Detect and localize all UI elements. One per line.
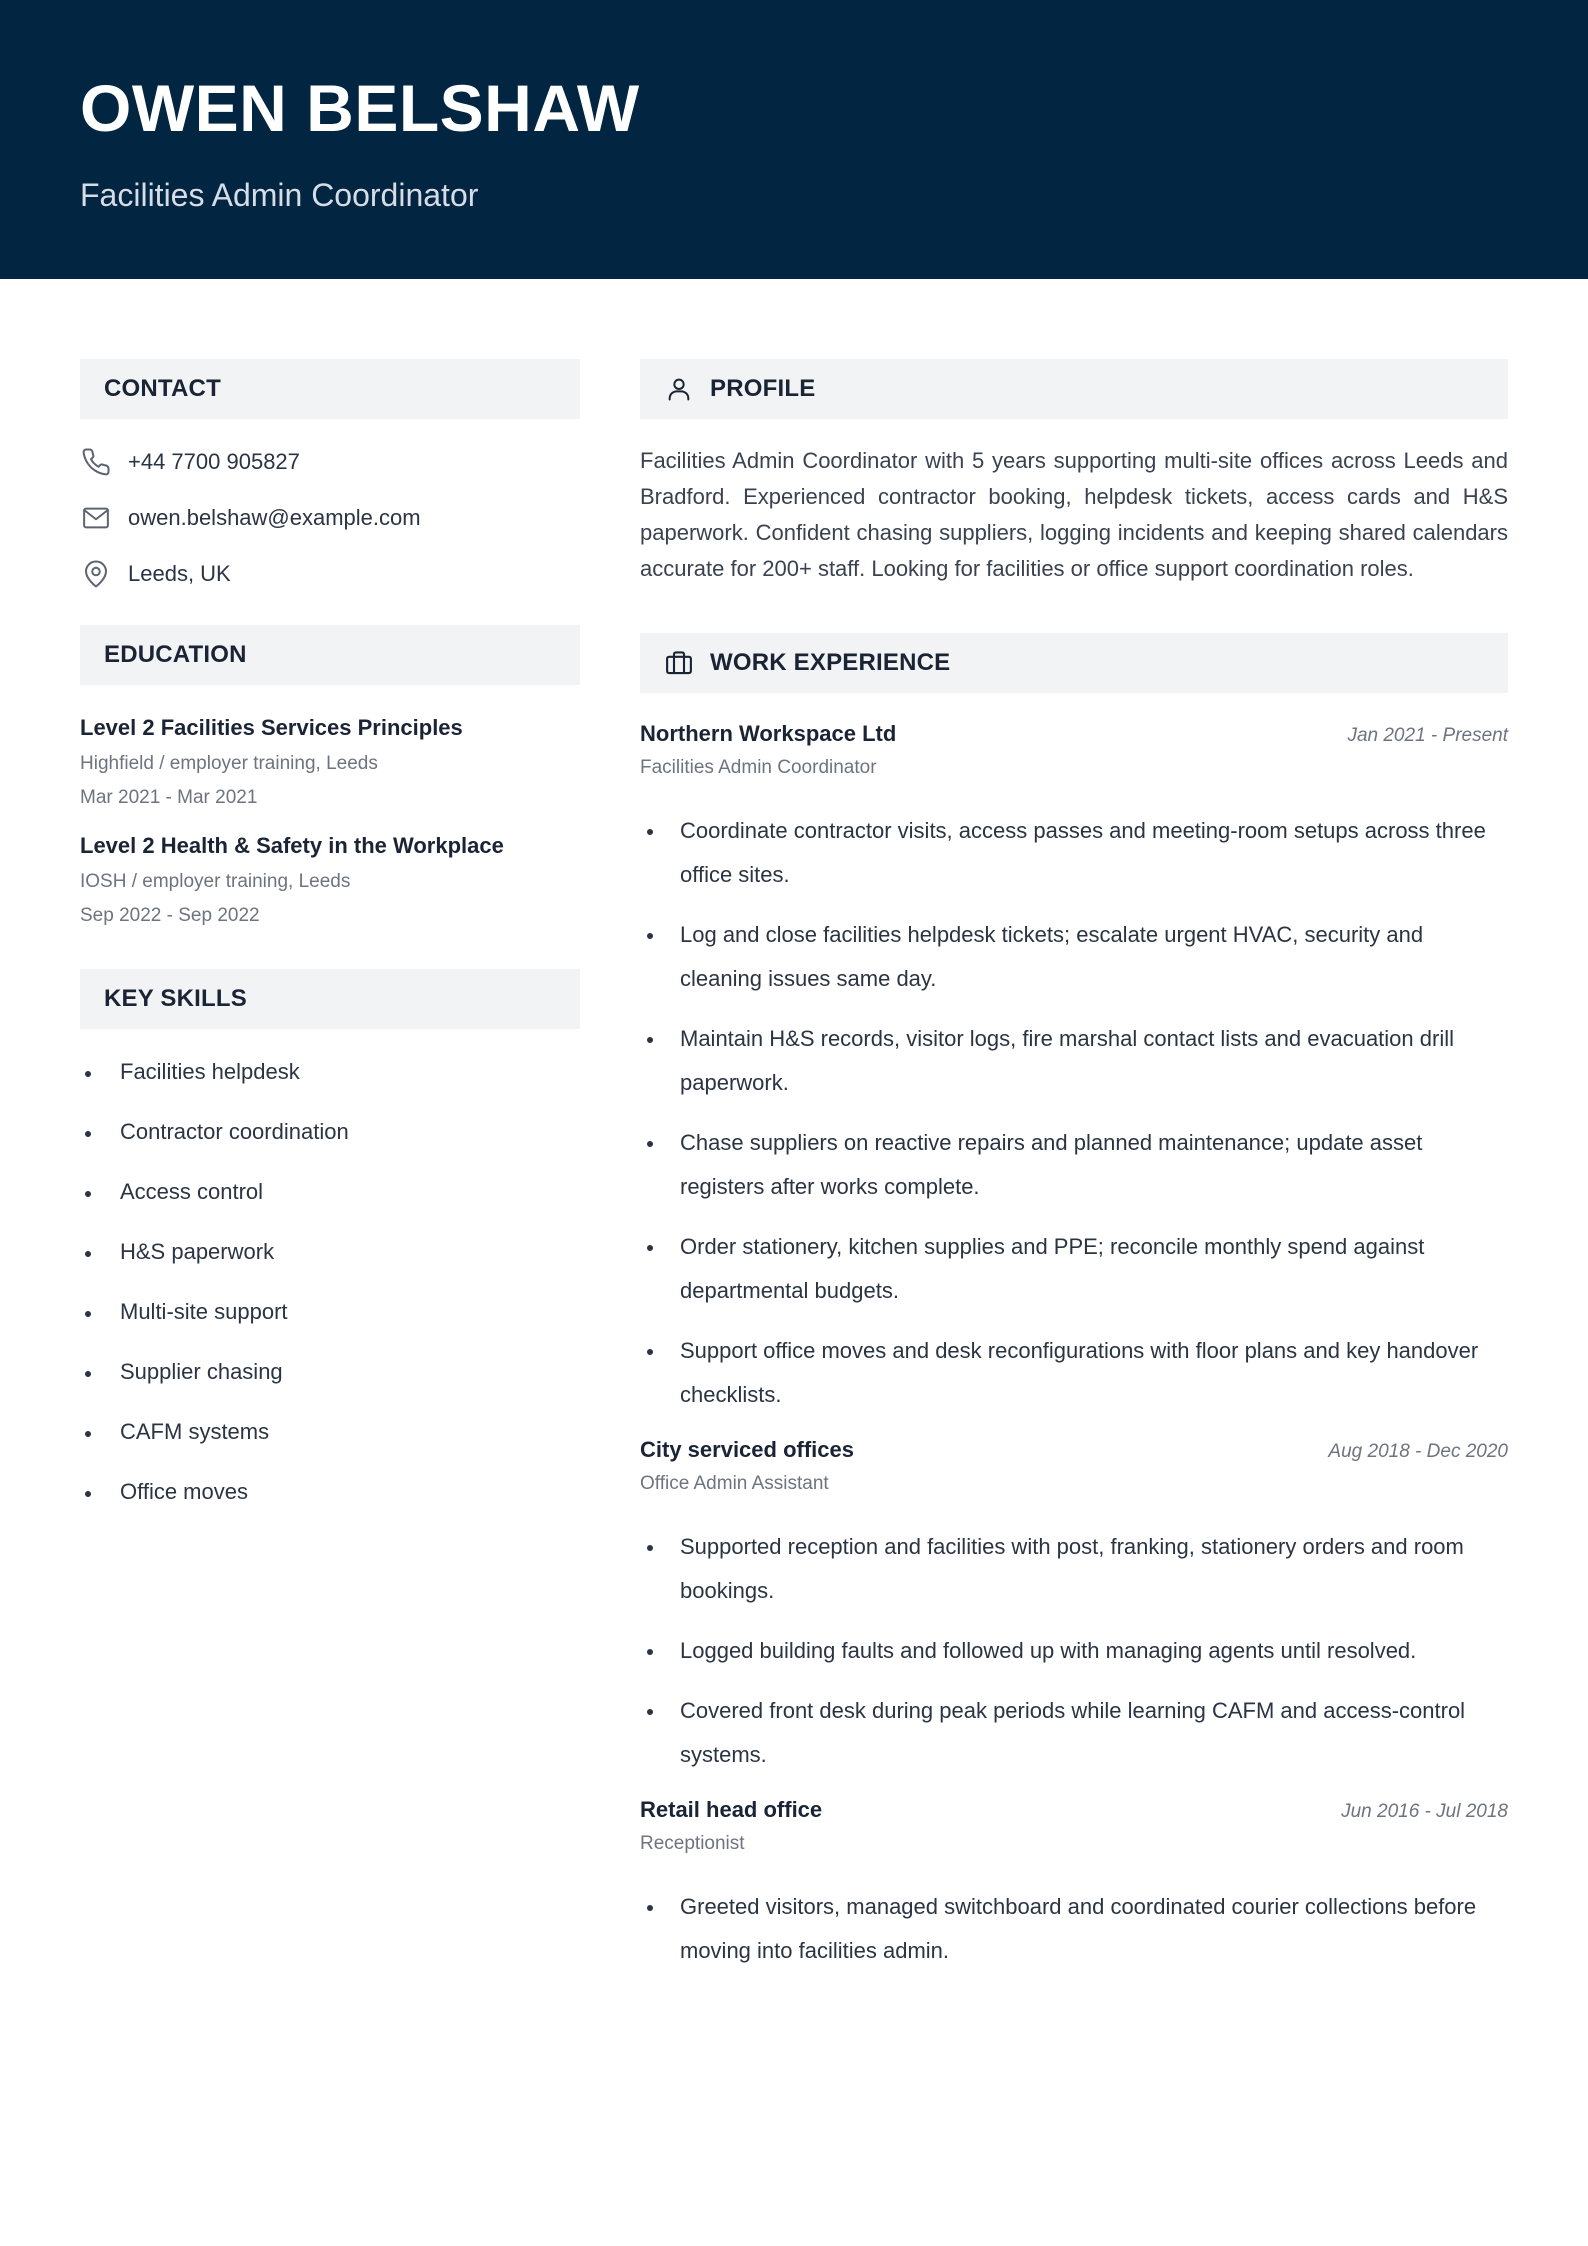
- skill-item: Office moves: [80, 1477, 580, 1507]
- contact-location: [80, 557, 580, 591]
- contact-email: [80, 501, 580, 535]
- location-pin-icon: [80, 558, 112, 590]
- skill-item: H&S paperwork: [80, 1237, 580, 1267]
- contact-heading: CONTACT: [104, 375, 221, 402]
- job-bullet: Greeted visitors, managed switchboard and coordinated courier collections before moving into facilities admin.: [640, 1885, 1508, 1973]
- education-item: [80, 831, 580, 929]
- job-bullet: Coordinate contractor visits, access passes and meeting-room setups across three office sites.: [640, 809, 1508, 897]
- education-title: Level 2 Facilities Services Principles: [80, 715, 463, 740]
- job-header: [640, 1435, 1508, 1465]
- job-header: [640, 719, 1508, 749]
- skill-item: CAFM systems: [80, 1417, 580, 1447]
- user-icon: [664, 374, 694, 404]
- job-header: [640, 1795, 1508, 1825]
- skill-item: Multi-site support: [80, 1297, 580, 1327]
- left-column: [80, 359, 580, 1537]
- contact-section-header: [80, 359, 580, 419]
- job-role: Receptionist: [640, 1833, 745, 1854]
- education-section-header: [80, 625, 580, 685]
- skills-heading: KEY SKILLS: [104, 985, 247, 1012]
- right-column: [640, 359, 1508, 1989]
- job-entry: [640, 719, 1508, 1417]
- job-bullet: Logged building faults and followed up with managing agents until resolved.: [640, 1629, 1508, 1673]
- skill-item: Facilities helpdesk: [80, 1057, 580, 1087]
- contact-list: [80, 445, 580, 591]
- education-provider: Highfield / employer training, Leeds: [80, 753, 378, 774]
- job-company: Northern Workspace Ltd: [640, 721, 897, 746]
- job-dates: Aug 2018 - Dec 2020: [1328, 1441, 1508, 1462]
- job-bullets: [640, 1525, 1508, 1777]
- education-item: [80, 713, 580, 811]
- job-company: City serviced offices: [640, 1437, 854, 1462]
- job-bullets: [640, 1885, 1508, 1973]
- job-entry: [640, 1435, 1508, 1777]
- job-bullet: Support office moves and desk reconfigurations with floor plans and key handover checklists.: [640, 1329, 1508, 1417]
- skills-list: [80, 1057, 580, 1507]
- education-provider: IOSH / employer training, Leeds: [80, 871, 351, 892]
- contact-phone-text: +44 7700 905827: [128, 449, 300, 474]
- job-role: Office Admin Assistant: [640, 1473, 829, 1494]
- job-entry: [640, 1795, 1508, 1973]
- education-dates: Sep 2022 - Sep 2022: [80, 905, 260, 926]
- skill-item: Access control: [80, 1177, 580, 1207]
- job-bullet: Log and close facilities helpdesk tickets; escalate urgent HVAC, security and cleaning issues same day.: [640, 913, 1508, 1001]
- job-dates: Jan 2021 - Present: [1347, 725, 1508, 746]
- skill-item: Supplier chasing: [80, 1357, 580, 1387]
- skill-item: Contractor coordination: [80, 1117, 580, 1147]
- skills-section-header: [80, 969, 580, 1029]
- profile-section-header: [640, 359, 1508, 419]
- experience-heading: WORK EXPERIENCE: [710, 649, 951, 676]
- job-bullet: Maintain H&S records, visitor logs, fire marshal contact lists and evacuation drill paperwork.: [640, 1017, 1508, 1105]
- job-bullet: Order stationery, kitchen supplies and PPE; reconcile monthly spend against departmental budgets.: [640, 1225, 1508, 1313]
- candidate-name: OWEN BELSHAW: [80, 71, 640, 145]
- profile-heading: PROFILE: [710, 375, 816, 402]
- education-title: Level 2 Health & Safety in the Workplace: [80, 833, 504, 858]
- job-bullet: Covered front desk during peak periods while learning CAFM and access-control systems.: [640, 1689, 1508, 1777]
- job-company: Retail head office: [640, 1797, 823, 1822]
- contact-phone: [80, 445, 580, 479]
- phone-icon: [80, 446, 112, 478]
- education-list: [80, 713, 580, 929]
- experience-section-header: [640, 633, 1508, 693]
- education-dates: Mar 2021 - Mar 2021: [80, 787, 258, 808]
- resume-header: [0, 0, 1588, 279]
- job-bullets: [640, 809, 1508, 1417]
- job-role: Facilities Admin Coordinator: [640, 757, 877, 778]
- job-bullet: Supported reception and facilities with post, franking, stationery orders and room bookings.: [640, 1525, 1508, 1613]
- job-dates: Jun 2016 - Jul 2018: [1341, 1801, 1508, 1822]
- contact-location-text: Leeds, UK: [128, 561, 231, 586]
- job-bullet: Chase suppliers on reactive repairs and planned maintenance; update asset registers after works complete.: [640, 1121, 1508, 1209]
- contact-email-text: owen.belshaw@example.com: [128, 505, 421, 530]
- profile-summary: Facilities Admin Coordinator with 5 years supporting multi-site offices across Leeds and Bradford. Experienced contractor booking, helpdesk tickets, access cards and H&S paperwork. Confident chasing suppliers, logging incidents and keeping shared calendars accurate for 200+ staff. Looking for facilities or office support coordination roles.: [640, 448, 1508, 581]
- candidate-role: Facilities Admin Coordinator: [80, 177, 479, 213]
- mail-icon: [80, 502, 112, 534]
- briefcase-icon: [664, 648, 694, 678]
- education-heading: EDUCATION: [104, 641, 247, 668]
